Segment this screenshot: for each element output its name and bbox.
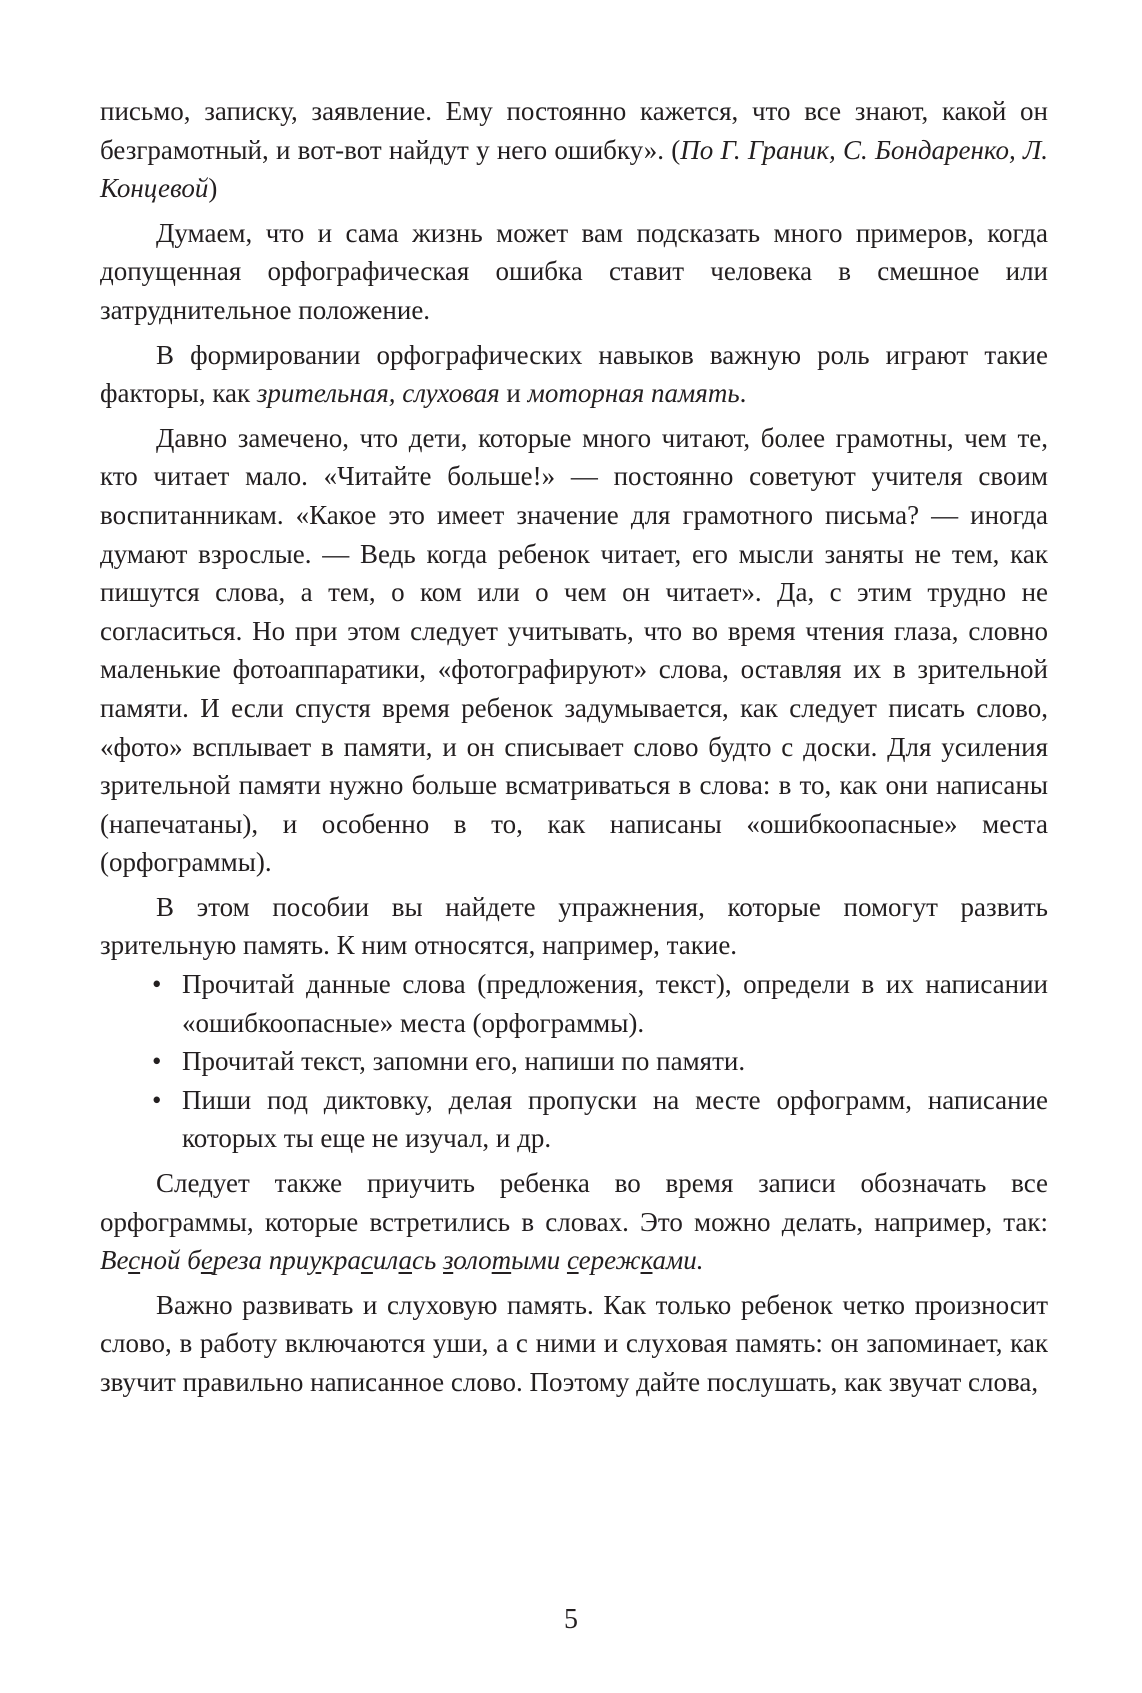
paragraph-2: Думаем, что и сама жизнь может вам подсказать много примеров, когда допущенная орфографическая ошибка ставит человека в смешное или затруднительное положение. (100, 217, 1048, 325)
paragraph-5: В этом пособии вы найдете упражнения, которые помогут развить зрительную память. К ним относятся, например, такие. (100, 891, 1048, 961)
orthogram-example: Весной береза приукрасилась золотыми сережками. (100, 1245, 704, 1276)
paragraph-4: Давно замечено, что дети, которые много читают, более грамотны, чем те, кто читает мало. «Читайте больше!» — постоянно советуют учителя своим воспитанникам. «Какое это имеет значение для грамотного письма? — иногда думают взрослые. — Ведь когда ребенок читает, его мысли заняты не тем, как пишутся слова, а тем, о ком или о чем он читает». Да, с этим трудно не согласиться. Но при этом следует учитывать, что во время чтения глаза, словно маленькие фотоаппаратики, «фотографируют» слова, оставляя их в зрительной памяти. И если спустя время ребенок задумывается, как следует писать слово, «фото» всплывает в памяти, и он списывает слово будто с доски. Для усиления зрительной памяти нужно больше всматриваться в слова: в то, как они написаны (напечатаны), и особенно в то, как написаны «ошибкоопасные» места (орфограммы). (100, 422, 1048, 878)
paragraph-7: Важно развивать и слуховую память. Как только ребенок четко произносит слово, в работу включаются уши, а с ними и слуховая память: он запоминает, как звучит правильно написанное слово. Поэтому дайте послушать, как звучат слова, (100, 1289, 1048, 1397)
list-item: • Прочитай данные слова (предложения, текст), определи в их написании «ошибкоопасные» места (орфограммы). (100, 965, 1048, 1042)
paragraph-6: Следует также приучить ребенка во время записи обозначать все орфограммы, которые встретились в словах. Это можно делать, например, так: Весной береза приукрасилась золотыми сережками. (100, 1168, 1048, 1276)
page-text (100, 92, 1048, 1402)
term-motor-memory: моторная память (527, 378, 740, 409)
list-item: • Прочитай текст, запомни его, напиши по памяти. (100, 1042, 1048, 1081)
citation: По Г. Граник, С. Бондаренко, Л. Концевой (100, 134, 1048, 204)
term-visual-auditory: зрительная, слуховая (256, 378, 500, 409)
list-item: • Пиши под диктовку, делая пропуски на месте орфограмм, написание которых ты еще не изучал, и др. (100, 1081, 1048, 1158)
exercise-list (100, 965, 1048, 1158)
paragraph-3: В формировании орфографических навыков важную роль играют такие факторы, как зрительная, слуховая и моторная память. (100, 339, 1048, 409)
paragraph-1: письмо, записку, заявление. Ему постоянно кажется, что все знают, какой он безграмотный, и вот-вот найдут у него ошибку». (По Г. Граник, С. Бондаренко, Л. Концевой) (100, 96, 1048, 204)
page-number: 5 (564, 1604, 578, 1635)
